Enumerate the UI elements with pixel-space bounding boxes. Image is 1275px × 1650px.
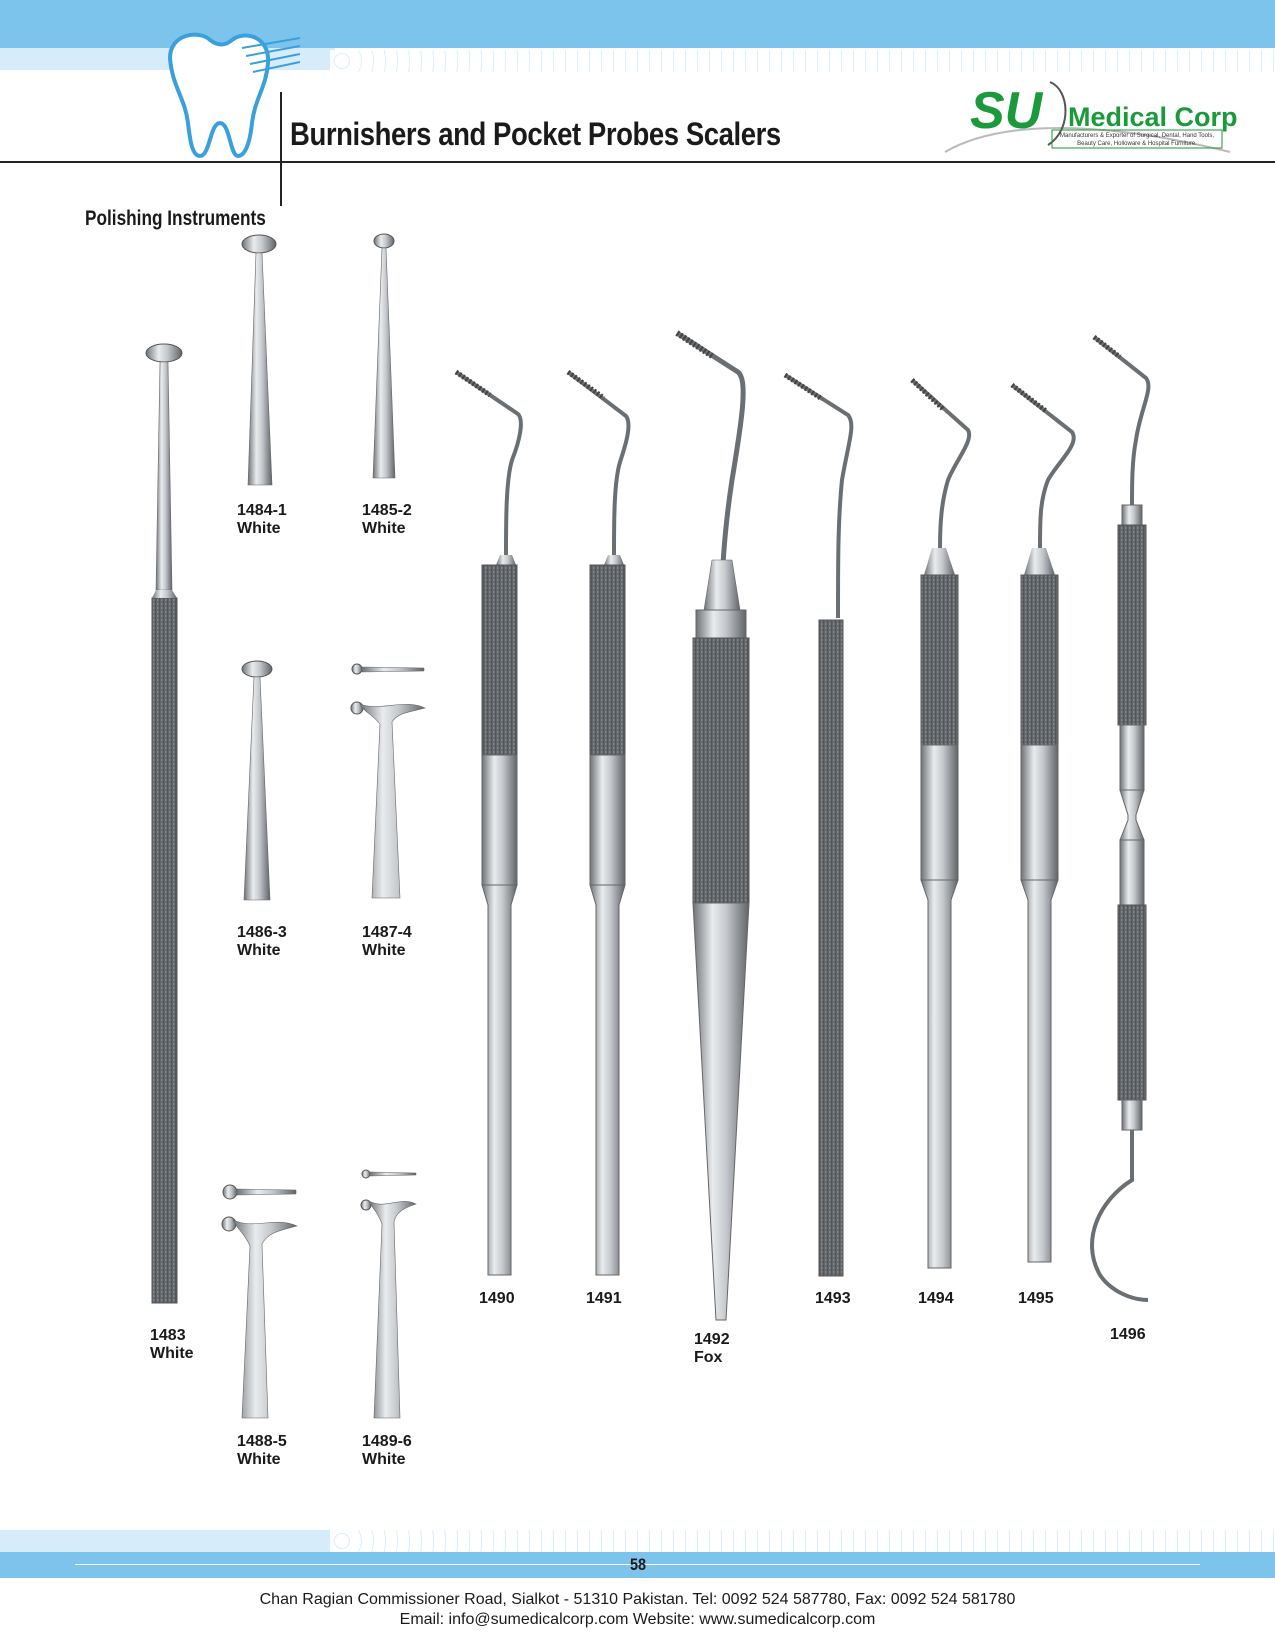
label-1483: [150, 1327, 194, 1363]
code: 1493: [815, 1290, 851, 1307]
label-1489-6: [362, 1433, 412, 1469]
label-1488-5: [237, 1433, 287, 1469]
label-1485-2: [362, 502, 412, 538]
instrument-1489-6: [361, 1170, 416, 1418]
code: 1487-4: [362, 924, 412, 941]
label-1496: [1110, 1326, 1146, 1344]
svg-text:Medical Corp: Medical Corp: [1068, 102, 1238, 132]
code: 1489-6: [362, 1433, 412, 1450]
instrument-1484-1: [242, 235, 276, 485]
note: White: [362, 942, 406, 959]
instrument-1494: [912, 380, 969, 1268]
note: White: [362, 520, 406, 537]
instrument-1495: [1012, 385, 1074, 1262]
code: 1490: [479, 1290, 515, 1307]
bottom-band-light: [0, 1530, 335, 1552]
label-1491: [586, 1290, 622, 1308]
page-number: 58: [629, 1555, 647, 1574]
note: White: [150, 1345, 194, 1362]
instrument-1483: [146, 344, 182, 1303]
section-title: Polishing Instruments: [85, 207, 266, 230]
note: Fox: [694, 1349, 723, 1366]
instrument-1487-4: [351, 664, 425, 898]
instrument-1491: [568, 372, 628, 1275]
label-1487-4: [362, 924, 412, 960]
instrument-1490: [456, 372, 521, 1275]
label-1494: [918, 1290, 954, 1308]
instrument-1488-5: [222, 1185, 297, 1418]
code: 1486-3: [237, 924, 287, 941]
label-1490: [479, 1290, 515, 1308]
instrument-1493: [785, 375, 851, 1276]
code: 1494: [918, 1290, 954, 1307]
note: White: [237, 942, 281, 959]
note: White: [362, 1451, 406, 1468]
code: 1484-1: [237, 502, 287, 519]
code: 1488-5: [237, 1433, 287, 1450]
label-1492: [694, 1331, 730, 1367]
code: 1495: [1018, 1290, 1054, 1307]
instrument-1492: [677, 333, 749, 1320]
label-1495: [1018, 1290, 1054, 1308]
bottom-wave-pattern: [330, 1530, 1275, 1552]
code: 1496: [1110, 1326, 1146, 1343]
page-title: Burnishers and Pocket Probes Scalers: [290, 116, 781, 152]
instrument-1485-2: [373, 234, 395, 478]
note: White: [237, 520, 281, 537]
label-1484-1: [237, 502, 287, 538]
instrument-1496: [1092, 337, 1148, 1300]
svg-text:SU: SU: [970, 82, 1043, 140]
label-1493: [815, 1290, 851, 1308]
note: White: [237, 1451, 281, 1468]
svg-text:Manufacturers & Exporter of Su: Manufacturers & Exporter of Surgical, Dental, Hand Tools,: [1060, 133, 1214, 139]
svg-text:Beauty Care, Holloware & Hospi: Beauty Care, Holloware & Hospital Furniture.: [1077, 141, 1197, 147]
code: 1485-2: [362, 502, 412, 519]
code: 1483: [150, 1327, 186, 1344]
label-1486-3: [237, 924, 287, 960]
code: 1491: [586, 1290, 622, 1307]
code: 1492: [694, 1331, 730, 1348]
footer-contact: Email: info@sumedicalcorp.com Website: www.sumedicalcorp.com: [399, 1611, 876, 1628]
footer-address: Chan Ragian Commissioner Road, Sialkot - 51310 Pakistan. Tel: 0092 524 587780, Fax: 0092 524 581780: [259, 1591, 1016, 1608]
instrument-1486-3: [242, 661, 272, 900]
